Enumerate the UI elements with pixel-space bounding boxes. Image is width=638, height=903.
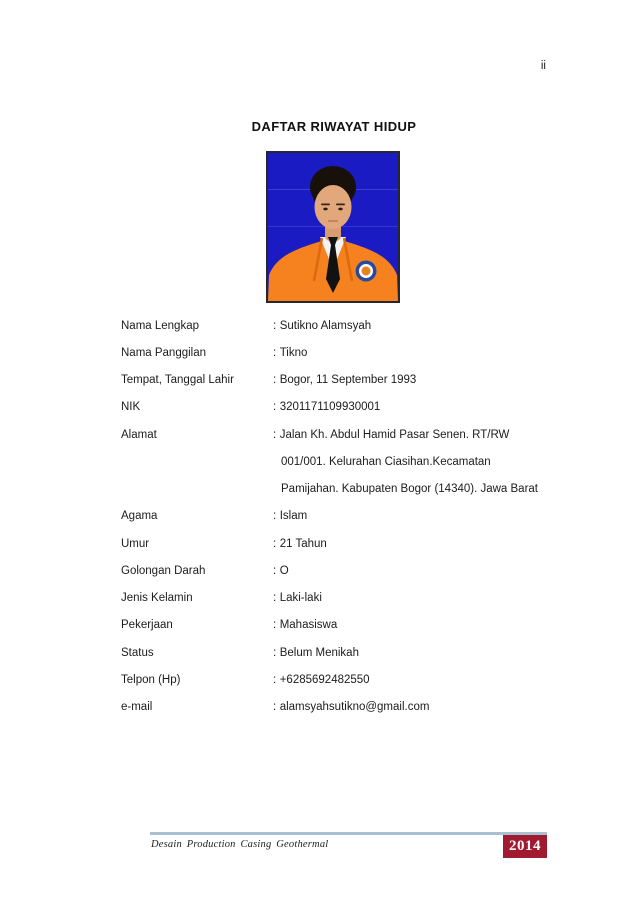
field-value-line xyxy=(273,421,561,448)
colon-separator: : xyxy=(273,701,277,714)
field-value-text: Mahasiswa xyxy=(279,619,338,632)
id-photo-graphic xyxy=(268,153,398,301)
biodata-row xyxy=(121,639,561,666)
field-label: Nama Lengkap xyxy=(121,319,199,332)
colon-separator: : xyxy=(273,564,277,577)
field-value-text: Sutikno Alamsyah xyxy=(279,319,372,332)
field-value-text: O xyxy=(279,564,289,577)
field-value xyxy=(273,694,561,721)
field-value-line xyxy=(273,503,561,530)
photo-eyebrow-right xyxy=(336,204,345,206)
field-value xyxy=(273,503,561,530)
field-label: Umur xyxy=(121,537,150,550)
field-label: e-mail xyxy=(121,701,153,714)
field-value-line xyxy=(273,339,561,366)
colon-separator: : xyxy=(273,537,277,550)
footer-year-badge: 2014 xyxy=(503,835,547,858)
field-value-text: 21 Tahun xyxy=(279,537,327,550)
biodata-row xyxy=(121,339,561,366)
field-value-line xyxy=(273,476,561,503)
photo-eye-left xyxy=(323,208,327,211)
colon-separator: : xyxy=(273,346,277,359)
field-label: Agama xyxy=(121,510,158,523)
field-value-line xyxy=(273,585,561,612)
field-value xyxy=(273,339,561,366)
biodata-row xyxy=(121,530,561,557)
field-value-text: Belum Menikah xyxy=(279,646,359,659)
field-label: Pekerjaan xyxy=(121,619,173,632)
field-label: Status xyxy=(121,646,154,659)
field-value xyxy=(273,421,561,503)
field-value-line xyxy=(273,394,561,421)
field-value-text: Tikno xyxy=(279,346,308,359)
field-value-line xyxy=(273,612,561,639)
field-value-text: 001/001. Kelurahan Ciasihan.Kecamatan xyxy=(281,455,491,468)
field-value xyxy=(273,666,561,693)
photo-eye-right xyxy=(338,208,342,211)
field-value-line xyxy=(273,694,561,721)
field-label: Jenis Kelamin xyxy=(121,592,193,605)
field-value-line xyxy=(273,557,561,584)
biodata-row xyxy=(121,666,561,693)
field-value xyxy=(273,312,561,339)
colon-separator: : xyxy=(273,401,277,414)
photo-eyebrow-left xyxy=(321,204,330,206)
colon-separator: : xyxy=(273,673,277,686)
field-value-text: Pamijahan. Kabupaten Bogor (14340). Jawa Barat xyxy=(281,483,538,496)
biodata-row xyxy=(121,421,561,503)
field-label: Telpon (Hp) xyxy=(121,673,181,686)
colon-separator: : xyxy=(273,319,277,332)
logo-center-emblem xyxy=(362,267,371,276)
biodata-row xyxy=(121,503,561,530)
id-photo xyxy=(266,151,400,303)
field-value-text: Islam xyxy=(279,510,308,523)
field-value xyxy=(273,394,561,421)
field-value-line xyxy=(273,639,561,666)
colon-separator: : xyxy=(273,646,277,659)
biodata-row xyxy=(121,585,561,612)
colon-separator: : xyxy=(273,619,277,632)
photo-jacket-logo xyxy=(356,261,377,282)
field-value xyxy=(273,639,561,666)
biodata-row xyxy=(121,367,561,394)
field-value xyxy=(273,612,561,639)
field-value-text: Bogor, 11 September 1993 xyxy=(279,374,417,387)
field-value-line xyxy=(273,367,561,394)
biodata-row xyxy=(121,612,561,639)
page-title: DAFTAR RIWAYAT HIDUP xyxy=(251,119,417,134)
footer-divider-line xyxy=(150,832,547,835)
field-value xyxy=(273,557,561,584)
field-value-line xyxy=(273,312,561,339)
field-value-line xyxy=(273,666,561,693)
field-label: Golongan Darah xyxy=(121,564,206,577)
biodata-row xyxy=(121,312,561,339)
field-value-text: 3201171109930001 xyxy=(279,401,381,414)
biodata-field-list xyxy=(121,312,561,721)
biodata-row xyxy=(121,694,561,721)
colon-separator: : xyxy=(273,428,277,441)
biodata-row xyxy=(121,394,561,421)
field-label: Nama Panggilan xyxy=(121,346,207,359)
field-label: Alamat xyxy=(121,428,157,441)
colon-separator: : xyxy=(273,592,277,605)
footer-document-title: Desain Production Casing Geothermal xyxy=(151,839,329,850)
field-value xyxy=(273,530,561,557)
field-value-text: Jalan Kh. Abdul Hamid Pasar Senen. RT/RW xyxy=(279,428,510,441)
page-number: ii xyxy=(540,60,546,72)
field-value-line xyxy=(273,530,561,557)
field-value-line xyxy=(273,448,561,475)
colon-separator: : xyxy=(273,510,277,523)
colon-separator: : xyxy=(273,374,277,387)
field-value-text: alamsyahsutikno@gmail.com xyxy=(279,701,430,714)
biodata-row xyxy=(121,557,561,584)
field-value xyxy=(273,367,561,394)
field-value xyxy=(273,585,561,612)
field-label: Tempat, Tanggal Lahir xyxy=(121,374,234,387)
field-value-text: Laki-laki xyxy=(279,592,322,605)
field-value-text: +6285692482550 xyxy=(279,673,370,686)
photo-face xyxy=(315,185,352,229)
field-label: NIK xyxy=(121,401,141,414)
